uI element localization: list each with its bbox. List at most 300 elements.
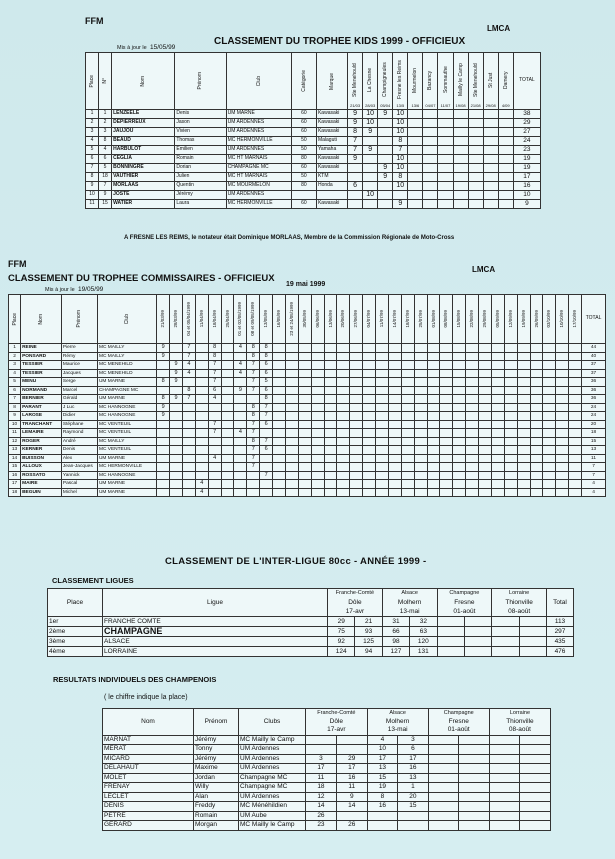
kids-cat: 60 (291, 128, 316, 137)
date-col-31 (556, 295, 569, 344)
comm-score (466, 352, 479, 361)
indiv-score: 18 (306, 783, 337, 793)
comm-score (376, 437, 389, 446)
comm-place: 15 (9, 463, 21, 472)
comm-score (401, 429, 414, 438)
comm-score (285, 352, 298, 361)
commissaire-row (9, 454, 606, 463)
kids-score (348, 164, 363, 173)
ligue-score: 98 (382, 637, 409, 647)
comm-total: 24 (582, 412, 606, 421)
comm-score (350, 454, 363, 463)
event-city: Dôle (348, 599, 362, 606)
event-date: 08-août (508, 608, 531, 615)
comm-score (556, 463, 569, 472)
kids-table (85, 52, 541, 209)
comm-score: 7 (247, 378, 260, 387)
comm-score (440, 480, 453, 489)
comm-score (170, 480, 183, 489)
comm-score (324, 361, 337, 370)
comm-score (273, 352, 286, 361)
comm-score (517, 344, 530, 353)
comm-score (569, 412, 582, 421)
comm-score (543, 344, 556, 353)
comm-score (376, 412, 389, 421)
comm-score (504, 403, 517, 412)
comm-score (543, 420, 556, 429)
comm-score (298, 344, 311, 353)
kids-cat: 60 (291, 119, 316, 128)
ligue-score (519, 647, 546, 657)
comm-score (491, 344, 504, 353)
indiv-nom: LECLET (103, 792, 194, 802)
comm-score (363, 429, 376, 438)
commissaire-row (9, 471, 606, 480)
kids-score: 9 (378, 110, 393, 119)
indiv-score: 8 (367, 792, 397, 802)
kids-score (498, 119, 513, 128)
comm-score (388, 361, 401, 370)
comm-club: MC VENTEUIL (97, 446, 156, 455)
event-col-3 (492, 589, 547, 617)
comm-score (504, 454, 517, 463)
date-label: 29/08/99 (482, 310, 487, 328)
indiv-prenom: Freddy (194, 802, 239, 812)
comm-score (414, 437, 427, 446)
comm-nom: PARANT (21, 403, 62, 412)
comm-score (324, 480, 337, 489)
comm-score (311, 403, 324, 412)
comm-score (427, 420, 440, 429)
indiv-club: UM Aube (239, 811, 306, 821)
comm-score (427, 412, 440, 421)
kids-score (453, 182, 468, 191)
comm-score: 9 (170, 369, 183, 378)
kids-score (498, 110, 513, 119)
kids-score (438, 119, 453, 128)
comm-place: 4 (9, 369, 21, 378)
comm-club: UM MARNE (97, 454, 156, 463)
comm-score: 7 (208, 378, 221, 387)
kids-score (483, 182, 498, 191)
comm-score (221, 369, 234, 378)
comm-score (208, 446, 221, 455)
comm-score (298, 454, 311, 463)
comm-score (170, 403, 183, 412)
comm-total: 11 (582, 454, 606, 463)
comm-score (311, 429, 324, 438)
comm-score (479, 352, 492, 361)
comm-score (260, 429, 273, 438)
comm-score (273, 429, 286, 438)
date-col-28 (517, 295, 530, 344)
comm-score (504, 480, 517, 489)
comm-score (401, 471, 414, 480)
comm-score (543, 369, 556, 378)
comm-score: 8 (247, 352, 260, 361)
kids-score (363, 173, 378, 182)
comm-score (414, 454, 427, 463)
comm-score (479, 454, 492, 463)
comm-score (311, 488, 324, 497)
comm-score: 7 (260, 437, 273, 446)
comm-score (401, 446, 414, 455)
comm-score (234, 488, 247, 497)
ligue-score: 131 (410, 647, 437, 657)
comm-score (298, 378, 311, 387)
kids-place: 2 (86, 119, 99, 128)
kids-row (86, 191, 541, 200)
ligue-score: 63 (410, 627, 437, 637)
comm-score (556, 454, 569, 463)
comm-score (440, 463, 453, 472)
comm-score (569, 403, 582, 412)
comm-place: 9 (9, 412, 21, 421)
comm-score: 9 (170, 378, 183, 387)
indiv-club: UM Ardennes (239, 764, 306, 774)
comm-score (182, 463, 195, 472)
indiv-score: 14 (336, 802, 367, 812)
indiv-score: 29 (336, 754, 367, 764)
comm-score (195, 454, 208, 463)
kids-num: 6 (99, 155, 112, 164)
date-col-23 (453, 295, 466, 344)
kids-score (363, 182, 378, 191)
header-club-label: Club (255, 75, 262, 87)
comm-score (273, 471, 286, 480)
kids-score (378, 119, 393, 128)
kids-row (86, 137, 541, 146)
comm-score (221, 454, 234, 463)
date-label: 19/09/99 (520, 310, 526, 328)
comm-score (195, 352, 208, 361)
kids-club: MC HERMONVILLE (226, 137, 291, 146)
kids-nom: DEPIERREUX (112, 119, 175, 128)
indiv-club: MC Ménéhildien (239, 802, 306, 812)
comm-score: 5 (260, 378, 273, 387)
doc3-title: CLASSEMENT DE L'INTER-LIGUE 80cc - ANNÉE 1999 - (165, 556, 427, 567)
kids-prenom: Jason (175, 119, 226, 128)
comm-score: 6 (260, 361, 273, 370)
kids-score (438, 164, 453, 173)
comm-score (414, 488, 427, 497)
comm-place: 3 (9, 361, 21, 370)
comm-score (556, 378, 569, 387)
indiv-empty (489, 735, 520, 745)
kids-score (453, 119, 468, 128)
comm-score (466, 403, 479, 412)
comm-total: 18 (582, 429, 606, 438)
indiv-score: 13 (398, 773, 428, 783)
race-name: Champigneules (382, 62, 389, 97)
comm-score (543, 395, 556, 404)
comm-club: MC HANNOGNE (97, 471, 156, 480)
comm-score (388, 446, 401, 455)
comm-nom: MENU (21, 378, 62, 387)
kids-marque: Kawasaki (316, 119, 347, 128)
race-name: Damery (502, 70, 509, 89)
comm-score (157, 488, 170, 497)
header2-club (97, 295, 156, 344)
comm-score (414, 480, 427, 489)
comm-score (157, 429, 170, 438)
comm-score (221, 488, 234, 497)
kids-score (453, 191, 468, 200)
comm-score (440, 471, 453, 480)
indiv-empty (520, 802, 551, 812)
comm-score (440, 429, 453, 438)
kids-prenom: Romain (175, 155, 226, 164)
comm-score (530, 352, 543, 361)
indiv-row (103, 754, 551, 764)
indiv-empty (459, 745, 490, 755)
date-label: 30/05/99 (301, 310, 307, 328)
comm-score (208, 471, 221, 480)
date-col-11 (298, 295, 311, 344)
kids-score (438, 191, 453, 200)
comm-score (440, 361, 453, 370)
comm-score (556, 395, 569, 404)
ligue-score: 93 (355, 627, 382, 637)
kids-score: 7 (348, 146, 363, 155)
indiv-prenom: Morgan (194, 821, 239, 831)
ligue-score (437, 637, 464, 647)
comm-score (363, 446, 376, 455)
comm-score (350, 361, 363, 370)
kids-cat: 80 (291, 182, 316, 191)
comm-place: 1 (9, 344, 21, 353)
comm-score (234, 454, 247, 463)
comm-score (311, 344, 324, 353)
comm-score (517, 412, 530, 421)
comm-club: MC MENEHILD (97, 369, 156, 378)
kids-place: 9 (86, 182, 99, 191)
comm-score (157, 369, 170, 378)
indiv-score: 12 (306, 792, 337, 802)
comm-score (530, 395, 543, 404)
kids-score (438, 182, 453, 191)
comm-score (388, 395, 401, 404)
date-col-4 (208, 295, 221, 344)
comm-score (324, 412, 337, 421)
comm-place: 12 (9, 437, 21, 446)
comm-score (530, 463, 543, 472)
indiv-empty (489, 773, 520, 783)
kids-nom: HARBULOT (112, 146, 175, 155)
indiv-row (103, 745, 551, 755)
kids-row (86, 200, 541, 209)
comm-score (556, 412, 569, 421)
comm-club: MC MAILLY (97, 352, 156, 361)
comm-score (285, 471, 298, 480)
race-name: Bazancy (427, 69, 434, 90)
indiv-empty (428, 735, 459, 745)
comm-score (556, 420, 569, 429)
indiv-prenom: Jérémy (194, 754, 239, 764)
comm-score (491, 480, 504, 489)
comm-score (556, 386, 569, 395)
ligue-score: 127 (382, 647, 409, 657)
date-label: 04/07/99 (366, 310, 372, 328)
event-city: Fresne (454, 599, 475, 606)
comm-score (453, 395, 466, 404)
date-label: 10/10/99 (559, 310, 565, 328)
kids-score (423, 137, 438, 146)
comm-score (530, 369, 543, 378)
indiv-score: 10 (367, 745, 397, 755)
indiv-score: 17 (306, 764, 337, 774)
comm-score (479, 463, 492, 472)
comm-score (195, 471, 208, 480)
comm-score (401, 369, 414, 378)
comm-score (504, 420, 517, 429)
indiv-nom: DENIS (103, 802, 194, 812)
kids-score (483, 164, 498, 173)
comm-score: 6 (260, 446, 273, 455)
indiv-nom: FRENAY (103, 783, 194, 793)
comm-score (363, 480, 376, 489)
comm-score (401, 463, 414, 472)
indiv-event-region: Champagne (443, 710, 474, 716)
kids-club: UM ARDENNES (226, 119, 291, 128)
kids-score (438, 110, 453, 119)
comm-score (221, 420, 234, 429)
comm-score (466, 446, 479, 455)
comm-score (401, 395, 414, 404)
comm-score (440, 344, 453, 353)
kids-score (468, 191, 483, 200)
comm-score (466, 429, 479, 438)
ligue-score: 124 (328, 647, 355, 657)
commissaire-row (9, 437, 606, 446)
comm-score (221, 446, 234, 455)
comm-score (388, 454, 401, 463)
comm-score (273, 378, 286, 387)
comm-place: 13 (9, 446, 21, 455)
comm-score: 8 (157, 395, 170, 404)
indiv-row (103, 821, 551, 831)
comm-score (491, 463, 504, 472)
header-cat (291, 53, 316, 110)
kids-total: 38 (513, 110, 540, 119)
comm-score (234, 378, 247, 387)
race-name: Ste Menehould (472, 62, 479, 97)
indiv-score: 11 (306, 773, 337, 783)
comm-score (543, 454, 556, 463)
comm-score (337, 471, 350, 480)
kids-club: UM ARDENNES (226, 191, 291, 200)
comm-score (504, 463, 517, 472)
comm-score (195, 463, 208, 472)
comm-score (182, 454, 195, 463)
commissaire-row (9, 446, 606, 455)
comm-score (376, 361, 389, 370)
comm-score (517, 386, 530, 395)
kids-prenom: Jérémy (175, 191, 226, 200)
kids-score (378, 128, 393, 137)
kids-score: 8 (348, 128, 363, 137)
comm-score (388, 488, 401, 497)
comm-score (504, 344, 517, 353)
comm-place: 18 (9, 488, 21, 497)
comm-score (273, 446, 286, 455)
comm-score (247, 488, 260, 497)
ligue-row (48, 647, 574, 657)
kids-score (423, 182, 438, 191)
comm-score (504, 429, 517, 438)
comm-score: 8 (260, 344, 273, 353)
comm-score (427, 480, 440, 489)
indiv-score: 26 (306, 811, 337, 821)
doc2-title: CLASSEMENT DU TROPHEE COMMISSAIRES - OFFICIEUX (8, 273, 275, 284)
kids-row (86, 164, 541, 173)
indiv-prenom: Jérémy (194, 735, 239, 745)
indiv-club: MC Mailly le Camp (239, 735, 306, 745)
comm-score (466, 463, 479, 472)
comm-score (195, 395, 208, 404)
comm-club: MC MAILLY (97, 437, 156, 446)
indiv-score: 11 (336, 783, 367, 793)
comm-score (569, 471, 582, 480)
race-col-8 (468, 53, 483, 110)
race-name: Mailly le Camp (457, 63, 464, 96)
comm-score (363, 463, 376, 472)
comm-score (208, 488, 221, 497)
indiv-event-col-0 (306, 709, 368, 736)
comm-score (376, 480, 389, 489)
date-col-2 (182, 295, 195, 344)
comm-score: 8 (157, 378, 170, 387)
indiv-score: 3 (306, 754, 337, 764)
kids-num: 8 (99, 137, 112, 146)
comm-score (569, 429, 582, 438)
commissaire-row (9, 480, 606, 489)
kids-score (408, 173, 423, 182)
kids-marque: KTM (316, 173, 347, 182)
kids-prenom: Julien (175, 173, 226, 182)
comm-score: 8 (208, 344, 221, 353)
comm-score (504, 471, 517, 480)
comm-club: UM MARNE (97, 395, 156, 404)
kids-score: 10 (393, 182, 408, 191)
comm-score (234, 403, 247, 412)
comm-score (285, 454, 298, 463)
comm-total: 40 (582, 352, 606, 361)
comm-score (556, 446, 569, 455)
comm-score (337, 446, 350, 455)
indiv-event-city: Molhern (385, 717, 410, 725)
ligue-name: ALSACE (103, 637, 328, 647)
comm-score (273, 488, 286, 497)
kids-score (498, 137, 513, 146)
header2-prenom-label: Prénom (76, 310, 83, 328)
comm-score (298, 420, 311, 429)
indiv-club: Champagne MC (239, 783, 306, 793)
kids-score (453, 128, 468, 137)
date-label: 11/07/99 (379, 310, 384, 328)
comm-score (401, 488, 414, 497)
comm-score (324, 378, 337, 387)
comm-score (195, 446, 208, 455)
comm-score (324, 429, 337, 438)
indiv-score (336, 735, 367, 745)
comm-club: MC HERMONVILLE (97, 463, 156, 472)
indiv-score: 15 (367, 773, 397, 783)
kids-score (408, 155, 423, 164)
comm-score (427, 471, 440, 480)
comm-score (376, 488, 389, 497)
comm-score (427, 429, 440, 438)
